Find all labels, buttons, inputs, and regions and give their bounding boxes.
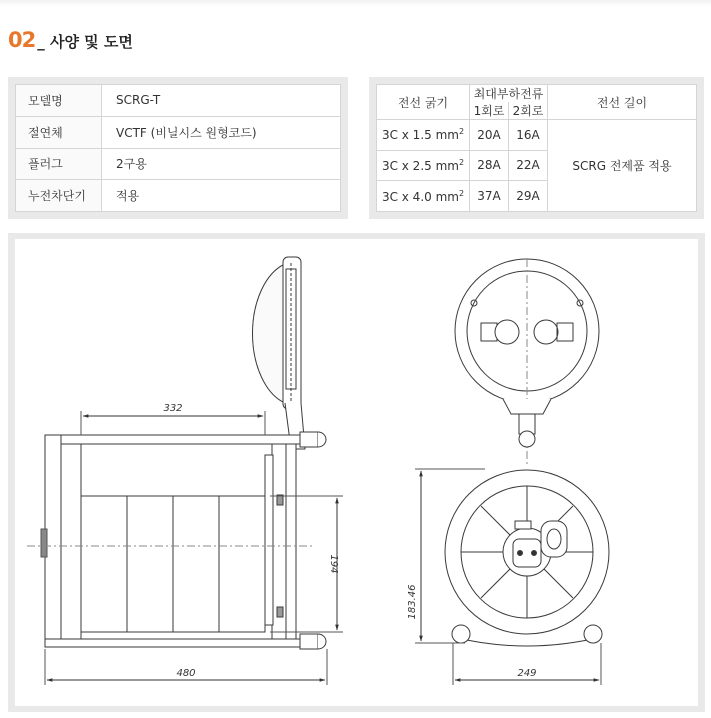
section-title: _ 사양 및 도면 [37, 33, 133, 51]
spec-label: 누전차단기 [16, 180, 102, 212]
spec-table-current [369, 77, 704, 219]
top-knob [318, 432, 326, 447]
dim-label-249: 249 [517, 668, 537, 679]
spec-label: 플러그 [16, 148, 102, 180]
section-number: 02 [8, 28, 36, 52]
bottom-bar [45, 639, 300, 647]
technical-drawing-panel [8, 233, 705, 712]
top-shadow-line [0, 0, 711, 6]
bottom-knob [318, 634, 326, 649]
dim-label-480: 480 [176, 668, 196, 679]
spec-table-basic [8, 77, 348, 219]
wire-gauge-cell: 3C x 4.0 $mm^2$ [377, 181, 470, 212]
table-row [16, 148, 341, 180]
side-view [27, 257, 343, 685]
table-header-row [377, 85, 697, 103]
wire-gauge-cell: 3C x 2.5 $mm^2$ [377, 150, 470, 181]
spec-value: 2구용 [102, 148, 341, 180]
foot-left [452, 625, 470, 643]
header-circuit-1: 1회로 [470, 102, 509, 120]
dim-label-183-46: 183.46 [407, 584, 418, 620]
spec-value: VCTF (비닐시스 원형코드) [102, 116, 341, 148]
header-circuit-2: 2회로 [509, 102, 548, 120]
spec-basic-table [15, 84, 341, 212]
spec-value: 적용 [102, 180, 341, 212]
table-row [377, 120, 697, 151]
current-circuit-2: 29A [509, 181, 548, 212]
table-row [16, 85, 341, 117]
wire-gauge-cell: 3C x 1.5 $mm^2$ [377, 120, 470, 151]
top-bar [45, 435, 300, 444]
spec-label: 모델명 [16, 85, 102, 117]
lid-dome [252, 264, 285, 403]
spec-current-table [376, 84, 697, 212]
current-circuit-1: 37A [470, 181, 509, 212]
section-heading [8, 28, 133, 54]
hinge-knob [519, 431, 535, 447]
header-wire-length: 전선 길이 [548, 85, 697, 120]
dim-label-332: 332 [163, 403, 183, 414]
spec-value: SCRG-T [102, 85, 341, 117]
drawing-canvas [15, 239, 698, 706]
current-circuit-2: 16A [509, 120, 548, 151]
dim-label-194: 194 [328, 554, 339, 574]
header-max-load-current: 최대부하전류 [470, 85, 548, 103]
current-circuit-2: 22A [509, 150, 548, 181]
front-view [415, 259, 609, 685]
spec-label: 절연체 [16, 116, 102, 148]
cord-reel-drawing [15, 239, 698, 706]
foot-right [584, 625, 602, 643]
header-wire-gauge: 전선 굵기 [377, 85, 470, 120]
wire-length-value: SCRG 전제품 적용 [548, 120, 697, 212]
current-circuit-1: 28A [470, 150, 509, 181]
table-row [16, 116, 341, 148]
table-row [16, 180, 341, 212]
current-circuit-1: 20A [470, 120, 509, 151]
